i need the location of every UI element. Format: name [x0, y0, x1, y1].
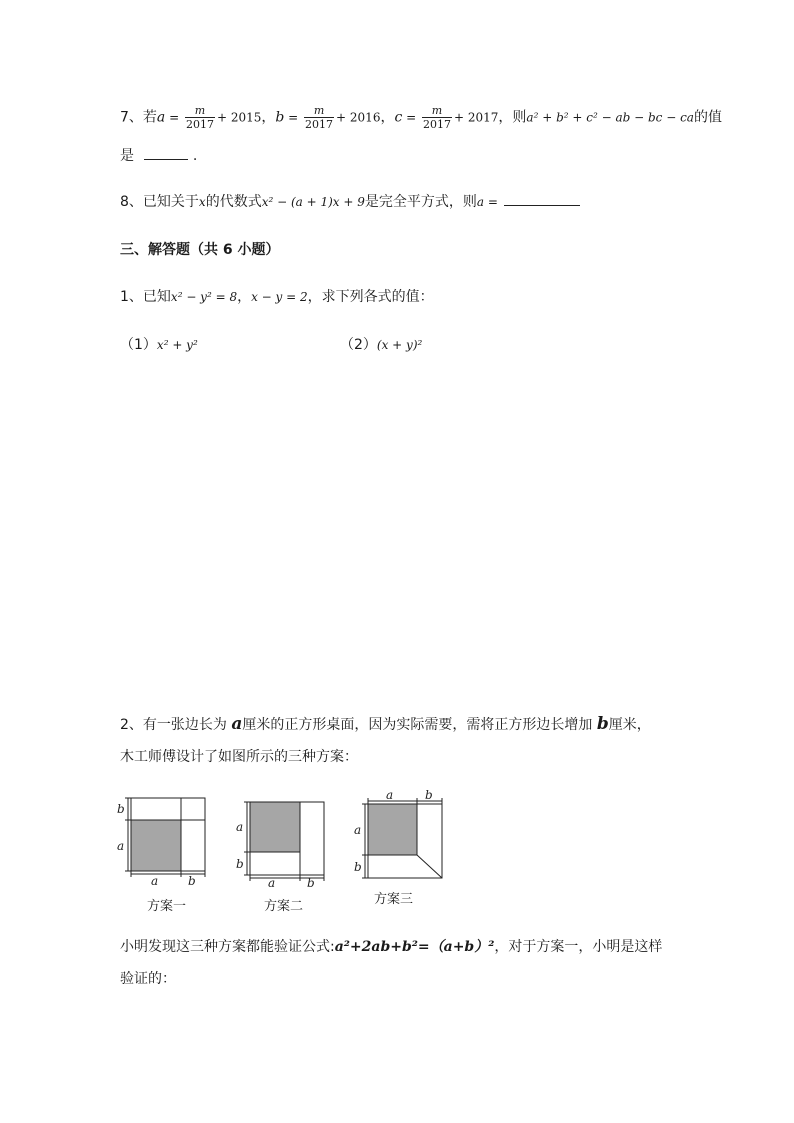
p2-var-a: a — [231, 714, 243, 734]
scheme-3-caption: 方案三 — [374, 892, 414, 907]
question-8 — [120, 191, 580, 211]
p1-equation-2: x − y = 2 — [251, 290, 308, 304]
p2-formula: a²+2ab+b²=（a+b）² — [334, 939, 495, 955]
q7-comma-2: ， — [380, 109, 395, 126]
problem-2-line-3 — [120, 936, 662, 956]
scheme-2-label-b-left: b — [236, 857, 244, 871]
q7-answer-blank[interactable] — [144, 159, 188, 160]
p1-equation-1: x² − y² = 8 — [170, 290, 238, 304]
question-7-line-2 — [120, 145, 197, 165]
q8-prefix: 8、已知关于 — [120, 194, 199, 210]
scheme-3-shaded-square — [368, 804, 417, 855]
p1-part2-expression: (x + y)² — [376, 338, 423, 352]
scheme-2-label-a-left: a — [236, 820, 244, 834]
scheme-3-label-a-top: a — [386, 788, 394, 802]
q8-var-a: a — [476, 195, 485, 209]
scheme-1-label-a-bottom: a — [151, 874, 159, 888]
p2-line1-a: 2、有一张边长为 — [120, 717, 232, 733]
q7-eq: = — [165, 110, 183, 125]
scheme-3-label-a-left: a — [354, 823, 362, 837]
q7-plus-2017: + 2017 — [454, 110, 499, 125]
p2-line3-a: 小明发现这三种方案都能验证公式: — [120, 939, 335, 955]
p2-line1-b: 厘米的正方形桌面，因为实际需要，需将正方形边长增加 — [242, 717, 597, 733]
q7-expression: a² + b² + c² − ab − bc − ca — [526, 110, 694, 125]
scheme-2-shaded-square — [250, 802, 300, 852]
q7-fraction-3 — [422, 104, 452, 131]
q7-then: ，则 — [498, 109, 527, 126]
p1-prefix: 1、已知 — [120, 289, 171, 305]
p1-part1-label: （1） — [120, 337, 157, 353]
q7-suffix: 的值 — [693, 109, 722, 126]
q7-plus-2015: + 2015 — [216, 110, 262, 125]
problem-2-line-2: 木工师傅设计了如图所示的三种方案： — [120, 749, 358, 765]
p1-part2-label: （2） — [340, 337, 377, 353]
q8-expression: x² − (a + 1)x + 9 — [261, 195, 365, 209]
q7-fraction-1 — [185, 104, 215, 131]
scheme-3-label-b-left: b — [354, 860, 362, 874]
problem-1-part-1 — [120, 334, 198, 354]
q7-line2-text: 是 — [120, 148, 134, 164]
scheme-2-label-a-bottom: a — [268, 876, 276, 890]
q8-answer-blank[interactable] — [504, 205, 580, 206]
q8-mid: 的代数式 — [205, 194, 262, 210]
p1-sep: ， — [237, 289, 252, 305]
q7-frac1-den: 2017 — [185, 118, 214, 131]
q7-eq-c: = — [402, 110, 420, 125]
scheme-1-label-a-left: a — [117, 839, 125, 853]
scheme-1-label-b-bottom: b — [188, 874, 196, 888]
problem-1 — [120, 286, 434, 306]
q7-var-c: c — [394, 109, 403, 126]
q7-frac3-den: 2017 — [423, 118, 451, 131]
p2-var-b: b — [596, 714, 609, 734]
q7-var-b: b — [275, 109, 285, 126]
p1-suffix: ，求下列各式的值： — [307, 289, 434, 305]
q7-frac3-num: m — [422, 104, 452, 118]
q7-plus-2016: + 2016 — [336, 110, 381, 125]
scheme-3-diagonal — [417, 855, 442, 878]
q8-var-x: x — [198, 195, 206, 209]
scheme-1-caption: 方案一 — [147, 899, 187, 914]
question-7 — [120, 104, 722, 131]
q7-frac1-num: m — [185, 104, 215, 118]
p1-part1-expression: x² + y² — [156, 338, 198, 352]
problem-2-line-4: 验证的： — [120, 971, 176, 987]
scheme-1-label-b-left: b — [117, 802, 125, 816]
scheme-2-caption: 方案二 — [264, 899, 304, 914]
p2-line3-b: ，对于方案一，小明是这样 — [494, 939, 663, 955]
q7-var-a: a — [156, 109, 166, 126]
q8-eq: = — [484, 195, 502, 209]
q7-fraction-2 — [304, 104, 334, 131]
q7-prefix: 7、若 — [120, 109, 157, 126]
q7-end: . — [192, 148, 198, 164]
section-3-title: 三、解答题（共 6 小题） — [120, 242, 280, 258]
p2-line1-c: 厘米， — [608, 717, 651, 733]
q8-mid2: 是完全平方式，则 — [364, 194, 477, 210]
q7-comma-1: ， — [261, 109, 276, 126]
q7-frac2-num: m — [304, 104, 334, 118]
q7-frac2-den: 2017 — [305, 118, 334, 131]
problem-2-line-1 — [120, 714, 651, 734]
problem-1-part-2 — [340, 334, 422, 354]
scheme-3-label-b-top: b — [425, 788, 433, 802]
scheme-2-label-b-bottom: b — [307, 876, 315, 890]
q7-eq-b: = — [284, 110, 303, 125]
scheme-1-shaded-square — [131, 820, 181, 871]
